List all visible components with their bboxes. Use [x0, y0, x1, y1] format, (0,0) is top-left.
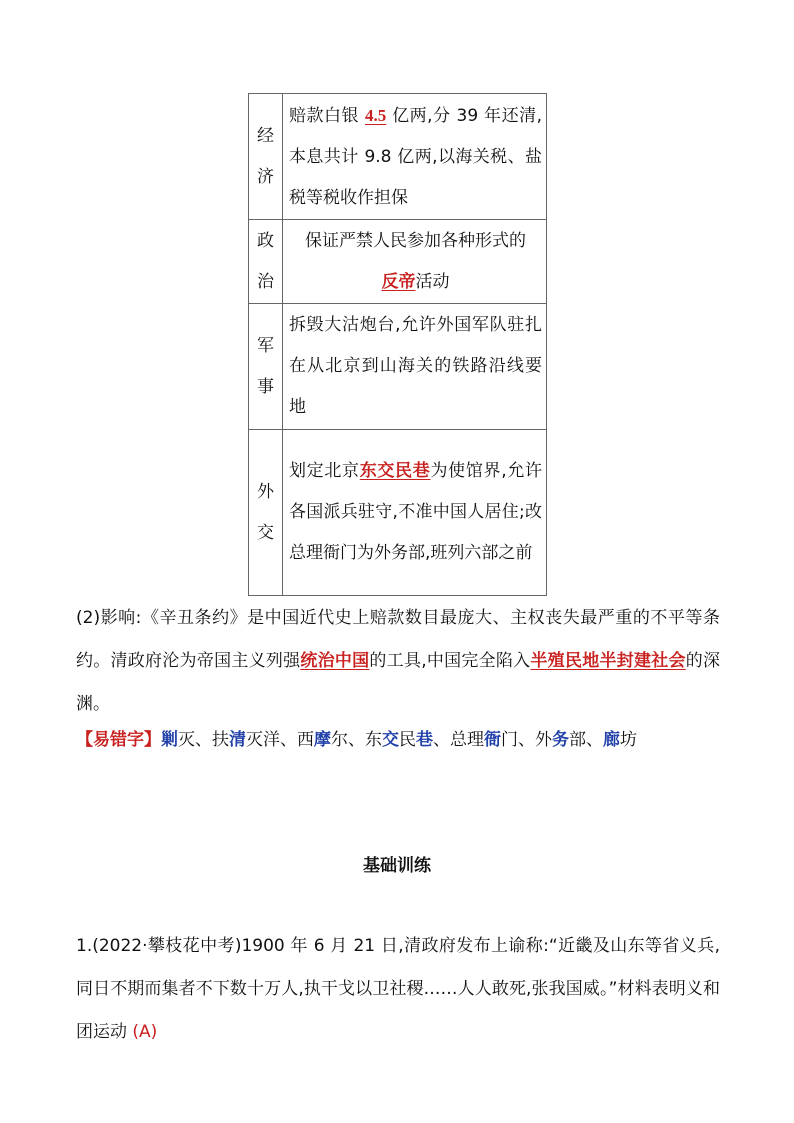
typo-text: 门、外	[501, 730, 552, 750]
impact-paragraph	[76, 597, 720, 726]
table-row	[249, 94, 547, 220]
category-char: 经	[257, 125, 274, 146]
question-paragraph	[76, 925, 720, 1054]
question-answer: (A)	[132, 1022, 158, 1042]
content-cell	[283, 304, 547, 430]
typo-char: 剿	[161, 730, 178, 750]
content-text: 拆毁大沽炮台,允许外国军队驻扎在从北京到山海关的铁路沿线要地	[289, 315, 542, 417]
typo-text: 部、	[569, 730, 603, 750]
category-cell	[249, 94, 283, 220]
category-cell	[249, 220, 283, 304]
table-row	[249, 430, 547, 596]
typo-paragraph	[76, 719, 720, 762]
category-cell	[249, 430, 283, 596]
content-cell	[283, 430, 547, 596]
content-text: 划定北京	[289, 461, 360, 481]
typo-char: 交	[382, 730, 399, 750]
treaty-terms-table	[248, 93, 547, 596]
typo-char: 摩	[314, 730, 331, 750]
content-cell	[283, 220, 547, 304]
content-text: 亿两,分 39 年还清,本息共计 9.8 亿两,以海关税、盐税等税收作担保	[289, 105, 542, 208]
typo-char: 巷	[416, 730, 433, 750]
impact-text: 的工具,中国完全陷入	[369, 651, 531, 671]
impact-text: 的深渊。	[76, 651, 721, 714]
content-text: 活动	[415, 271, 450, 292]
typo-text: 尔、东	[331, 730, 382, 750]
typo-text: 、总理	[433, 730, 484, 750]
typo-char: 衙	[484, 730, 501, 750]
content-text: 赔款白银	[289, 105, 365, 126]
content-cell	[283, 94, 547, 220]
highlighted-term: 统治中国	[300, 651, 370, 671]
category-char: 事	[257, 376, 274, 397]
typo-char: 廊	[603, 730, 620, 750]
category-char: 交	[257, 522, 274, 543]
category-char: 军	[257, 335, 274, 356]
typo-char: 务	[552, 730, 569, 750]
category-char: 治	[257, 271, 274, 292]
typo-label: 【易错字】	[76, 730, 161, 750]
typo-text: 灭洋、西	[246, 730, 314, 750]
table-row	[249, 220, 547, 304]
typo-text: 坊	[620, 730, 637, 750]
category-char: 外	[257, 481, 274, 502]
section-title: 基础训练	[363, 856, 431, 876]
content-text: 保证严禁人民参加各种形式的	[305, 230, 526, 251]
typo-char: 清	[229, 730, 246, 750]
category-char: 政	[257, 230, 274, 251]
typo-text: 灭、扶	[178, 730, 229, 750]
impact-text: (2)影响:《辛丑条约》是中国近代史上赔款数目最庞大、主权丧失最严重的不平等条约。清政府沦为帝国主义列强	[76, 608, 720, 671]
highlighted-term: 反帝	[381, 271, 416, 292]
highlighted-term: 东交民巷	[359, 461, 431, 481]
typo-text: 民	[399, 730, 416, 750]
question-text: 1.(2022·攀枝花中考)1900 年 6 月 21 日,清政府发布上谕称:“近畿及山东等省义兵,同日不期而集者不下数十万人,执干戈以卫社稷……人人敢死,张我国威。”材料表明义和团运动	[76, 936, 720, 1042]
highlighted-term: 4.5	[364, 105, 387, 125]
category-cell	[249, 304, 283, 430]
content-text: 为使馆界,允许各国派兵驻守,不准中国人居住;改总理衙门为外务部,班列六部之前	[289, 461, 543, 563]
category-char: 济	[257, 166, 274, 187]
highlighted-term: 半殖民地半封建社会	[530, 651, 686, 671]
table-row	[249, 304, 547, 430]
